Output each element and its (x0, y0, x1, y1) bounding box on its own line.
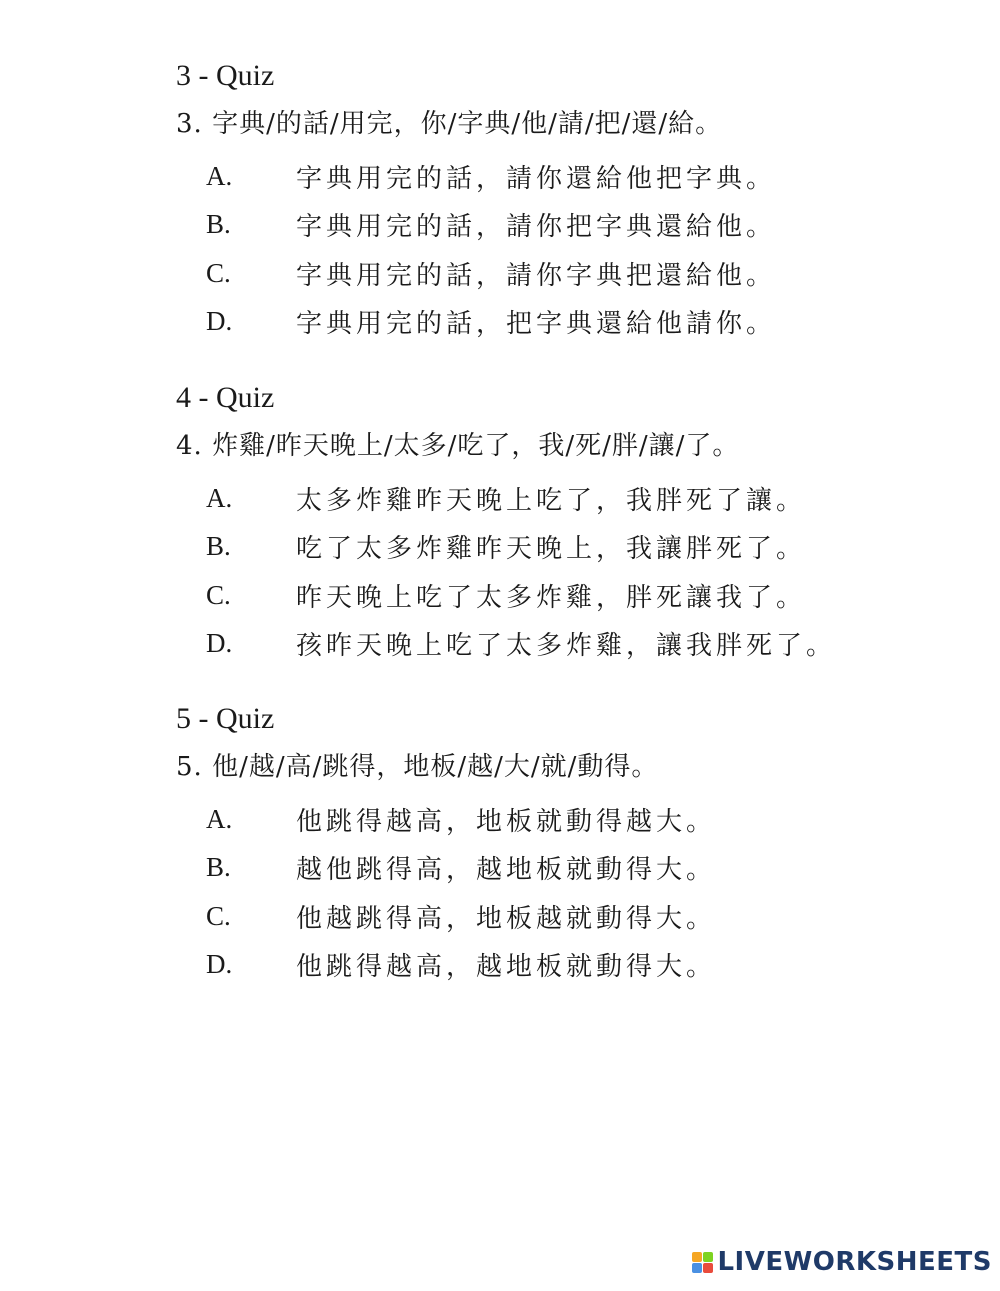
quiz-5 (176, 701, 716, 989)
option-letter: A. (206, 803, 233, 834)
option-c[interactable] (206, 249, 776, 298)
option-letter: C. (206, 257, 231, 288)
option-letter: B. (206, 209, 231, 240)
option-text: 昨天晚上吃了太多炸雞，胖死讓我了。 (296, 582, 807, 613)
option-text: 孩昨天晚上吃了太多炸雞，讓我胖死了。 (296, 631, 837, 662)
logo-square-3 (692, 1263, 702, 1273)
option-letter: B. (206, 852, 231, 883)
option-d[interactable] (206, 941, 716, 990)
option-letter: B. (206, 531, 231, 562)
option-letter: C. (206, 579, 231, 610)
logo-icon (692, 1252, 713, 1273)
quiz-title: 4 - Quiz (176, 381, 275, 414)
quiz-3 (176, 58, 776, 346)
brand-name: LIVEWORKSHEETS (717, 1247, 992, 1277)
options-list (206, 152, 776, 346)
option-letter: A. (206, 482, 233, 513)
option-text: 字典用完的話，請你還給他把字典。 (296, 163, 777, 194)
option-text: 他越跳得高，地板越就動得大。 (296, 903, 717, 934)
option-text: 越他跳得高，越地板就動得大。 (296, 855, 717, 886)
options-list (206, 474, 836, 668)
option-text: 太多炸雞昨天晚上吃了，我胖死了讓。 (296, 485, 807, 516)
options-list (206, 795, 716, 989)
option-letter: C. (206, 900, 231, 931)
option-b[interactable] (206, 201, 776, 250)
option-text: 字典用完的話，請你字典把還給他。 (296, 260, 777, 291)
logo-square-4 (703, 1263, 713, 1273)
question-text: 4. 炸雞/昨天晚上/太多/吃了，我/死/胖/讓/了。 (176, 431, 740, 461)
option-text: 他跳得越高，地板就動得越大。 (296, 806, 717, 837)
option-text: 字典用完的話，請你把字典還給他。 (296, 212, 777, 243)
option-text: 吃了太多炸雞昨天晚上，我讓胖死了。 (296, 534, 807, 565)
option-a[interactable] (206, 474, 836, 523)
option-letter: D. (206, 949, 233, 980)
quiz-4 (176, 380, 836, 668)
question-text: 5. 他/越/高/跳得，地板/越/大/就/動得。 (176, 752, 659, 782)
option-text: 他跳得越高，越地板就動得大。 (296, 952, 717, 983)
quiz-title: 3 - Quiz (176, 59, 275, 92)
option-c[interactable] (206, 892, 716, 941)
option-letter: D. (206, 306, 233, 337)
option-c[interactable] (206, 571, 836, 620)
option-a[interactable] (206, 795, 716, 844)
option-text: 字典用完的話，把字典還給他請你。 (296, 309, 777, 340)
option-b[interactable] (206, 523, 836, 572)
option-d[interactable] (206, 620, 836, 669)
liveworksheets-logo[interactable] (692, 1247, 992, 1277)
option-letter: D. (206, 628, 233, 659)
question-text: 3. 字典/的話/用完，你/字典/他/請/把/還/給。 (176, 109, 723, 139)
option-a[interactable] (206, 152, 776, 201)
quiz-title: 5 - Quiz (176, 702, 275, 735)
logo-square-1 (692, 1252, 702, 1262)
option-letter: A. (206, 160, 233, 191)
logo-square-2 (703, 1252, 713, 1262)
option-b[interactable] (206, 844, 716, 893)
option-d[interactable] (206, 298, 776, 347)
